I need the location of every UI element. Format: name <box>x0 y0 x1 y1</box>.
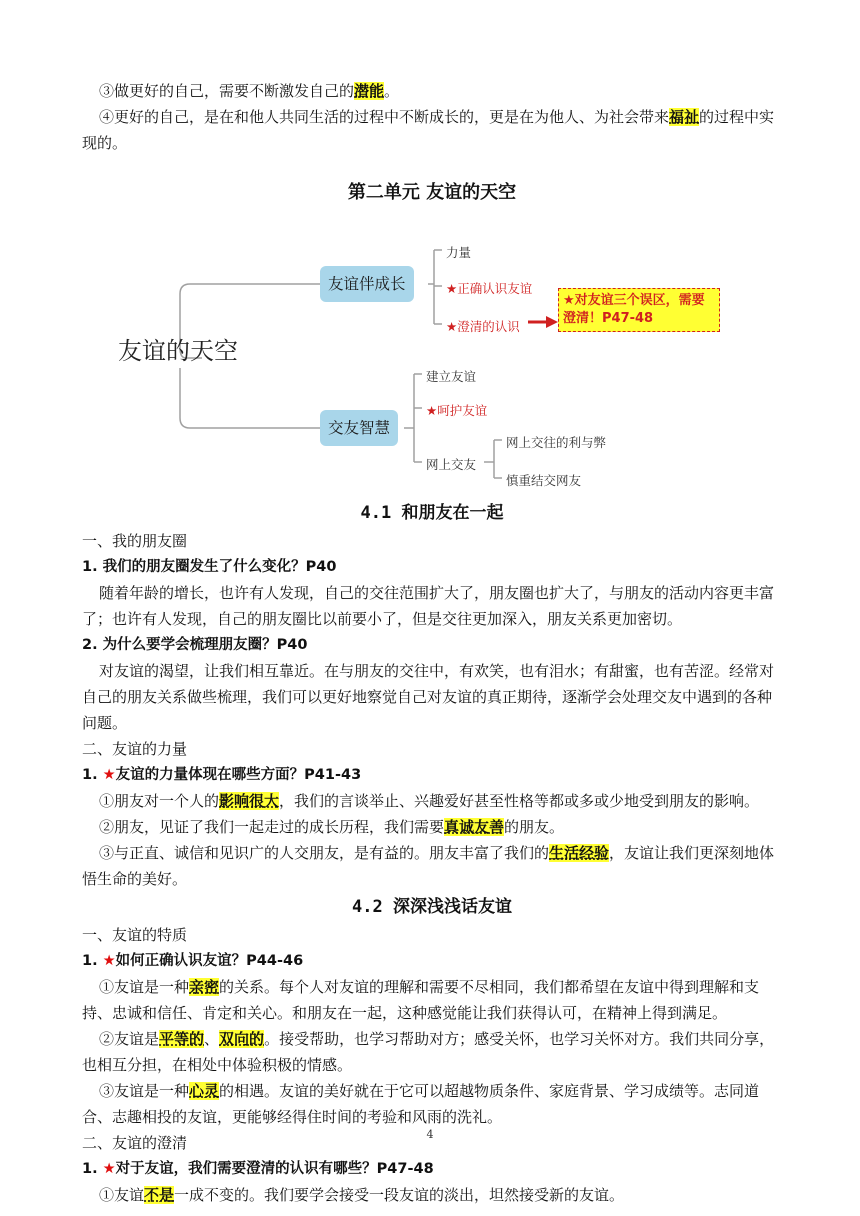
text: ③做更好的自己，需要不断激发自己的 <box>99 82 355 100</box>
text: ①友谊是一种 <box>99 978 190 996</box>
text: ，友谊让我们更深刻地体悟生命的美好。 <box>82 844 775 888</box>
text: 。 <box>384 82 400 100</box>
text: 。接受帮助，也学习帮助对方；感受关怀，也学习关怀对方。我们共同分享，也相互分担，在相处中体验积极的情感。 <box>82 1030 775 1074</box>
text: 一成不变的。我们要学会接受一段友谊的淡出，坦然接受新的友谊。 <box>174 1186 625 1204</box>
text: ②友谊是 <box>99 1030 160 1048</box>
text: 的过程中实现的。 <box>82 108 775 152</box>
question <box>82 1156 782 1182</box>
section-title-4-2: 4.2 深深浅浅话友谊 <box>352 897 512 917</box>
highlight: 亲密 <box>189 978 220 996</box>
text: ②朋友，见证了我们一起走过的成长历程，我们需要 <box>99 818 445 836</box>
mind-map-root: 友谊的天空 <box>118 337 238 365</box>
mind-map-leaf: ★正确认识友谊 <box>446 281 533 296</box>
paragraph: 对友谊的渴望，让我们相互靠近。在与朋友的交往中，有欢笑，也有泪水；有甜蜜，也有苦涩。经常对自己的朋友关系做些梳理，我们可以更好地察觉自己对友谊的真正期待，逐渐学会处理交友中遇到的各种问题。 <box>82 662 775 732</box>
text: 对于友谊，我们需要澄清的认识有哪些？P47-48 <box>115 1161 434 1177</box>
highlight: 生活经验 <box>549 844 610 862</box>
intro-line-1 <box>82 78 782 104</box>
text: 的关系。每个人对友谊的理解和需要不尽相同，我们都希望在友谊中得到理解和支持、忠诚和信任、肯定和关心。和朋友在一起，这种感觉能让我们获得认可，在精神上得到满足。 <box>82 978 760 1022</box>
highlight: 真诚友善 <box>444 818 505 836</box>
star-icon: ★ <box>102 1161 116 1177</box>
text: ①朋友对一个人的 <box>99 792 220 810</box>
heading: 一、友谊的特质 <box>82 926 188 944</box>
paragraph <box>82 1078 782 1130</box>
mind-map-leaf: ★澄清的认识 <box>446 319 520 334</box>
unit-title: 第二单元 友谊的天空 <box>347 182 517 203</box>
mind-map-leaf: ★呵护友谊 <box>426 403 488 418</box>
paragraph <box>82 840 782 892</box>
highlight: 福祉 <box>669 108 700 126</box>
question: 2. 为什么要学会梳理朋友圈？P40 <box>82 637 308 653</box>
paragraph <box>82 974 782 1026</box>
heading: 一、我的朋友圈 <box>82 532 188 550</box>
question: 1. 我们的朋友圈发生了什么变化？P40 <box>82 559 337 575</box>
text: 的相遇。友谊的美好就在于它可以超越物质条件、家庭背景、学习成绩等。志同道合、志趣相投的友谊，更能够经得住时间的考验和风雨的洗礼。 <box>82 1082 760 1126</box>
mind-map-leaf: 网上交往的利与弊 <box>506 435 607 450</box>
text: 1. <box>82 767 103 783</box>
text: ，我们的言谈举止、兴趣爱好甚至性格等都或多或少地受到朋友的影响。 <box>279 792 760 810</box>
highlight: 不是 <box>144 1186 175 1204</box>
text: ④更好的自己，是在和他人共同生活的过程中不断成长的，更是在为他人、为社会带来 <box>99 108 670 126</box>
mind-map-leaf: 网上交友 <box>426 457 477 472</box>
mind-map-callout: ★对友谊三个误区，需要澄清！P47-48 <box>558 288 720 332</box>
paragraph: 随着年龄的增长，也许有人发现，自己的交往范围扩大了，朋友圈也扩大了，与朋友的活动内容更丰富了；也许有人发现，自己的朋友圈比以前要小了，但是交往更加深入，朋友关系更加密切。 <box>82 584 775 628</box>
mind-map-node-friendship-growth: 友谊伴成长 <box>320 266 414 302</box>
paragraph <box>82 788 782 814</box>
page-number: 4 <box>426 1128 434 1141</box>
heading: 二、友谊的澄清 <box>82 1134 188 1152</box>
highlight: 心灵 <box>189 1082 220 1100</box>
highlight: 影响很大 <box>219 792 280 810</box>
question <box>82 762 782 788</box>
question <box>82 948 782 974</box>
text: ③友谊是一种 <box>99 1082 190 1100</box>
text: 的朋友。 <box>504 818 565 836</box>
text: 友谊的力量体现在哪些方面？P41-43 <box>115 767 362 783</box>
paragraph <box>82 1182 782 1208</box>
text: 、 <box>204 1030 220 1048</box>
mind-map-leaf: 建立友谊 <box>426 369 477 384</box>
highlight: 平等的 <box>159 1030 205 1048</box>
text: 1. <box>82 953 103 969</box>
highlight: 潜能 <box>354 82 385 100</box>
mind-map-node-friend-wisdom: 交友智慧 <box>320 410 398 446</box>
text: 1. <box>82 1161 103 1177</box>
star-icon: ★ <box>102 953 116 969</box>
star-icon: ★ <box>102 767 116 783</box>
mind-map <box>82 208 782 498</box>
heading: 二、友谊的力量 <box>82 740 188 758</box>
text: ①友谊 <box>99 1186 145 1204</box>
document-page <box>82 78 782 1208</box>
mind-map-leaf: 力量 <box>446 245 472 260</box>
text: ③与正直、诚信和见识广的人交朋友，是有益的。朋友丰富了我们的 <box>99 844 550 862</box>
text: 如何正确认识友谊？P44-46 <box>115 953 304 969</box>
highlight: 双向的 <box>219 1030 265 1048</box>
paragraph <box>82 1026 782 1078</box>
mind-map-leaf: 慎重结交网友 <box>506 473 582 488</box>
intro-line-2 <box>82 104 782 156</box>
paragraph <box>82 814 782 840</box>
section-title-4-1: 4.1 和朋友在一起 <box>360 503 504 523</box>
